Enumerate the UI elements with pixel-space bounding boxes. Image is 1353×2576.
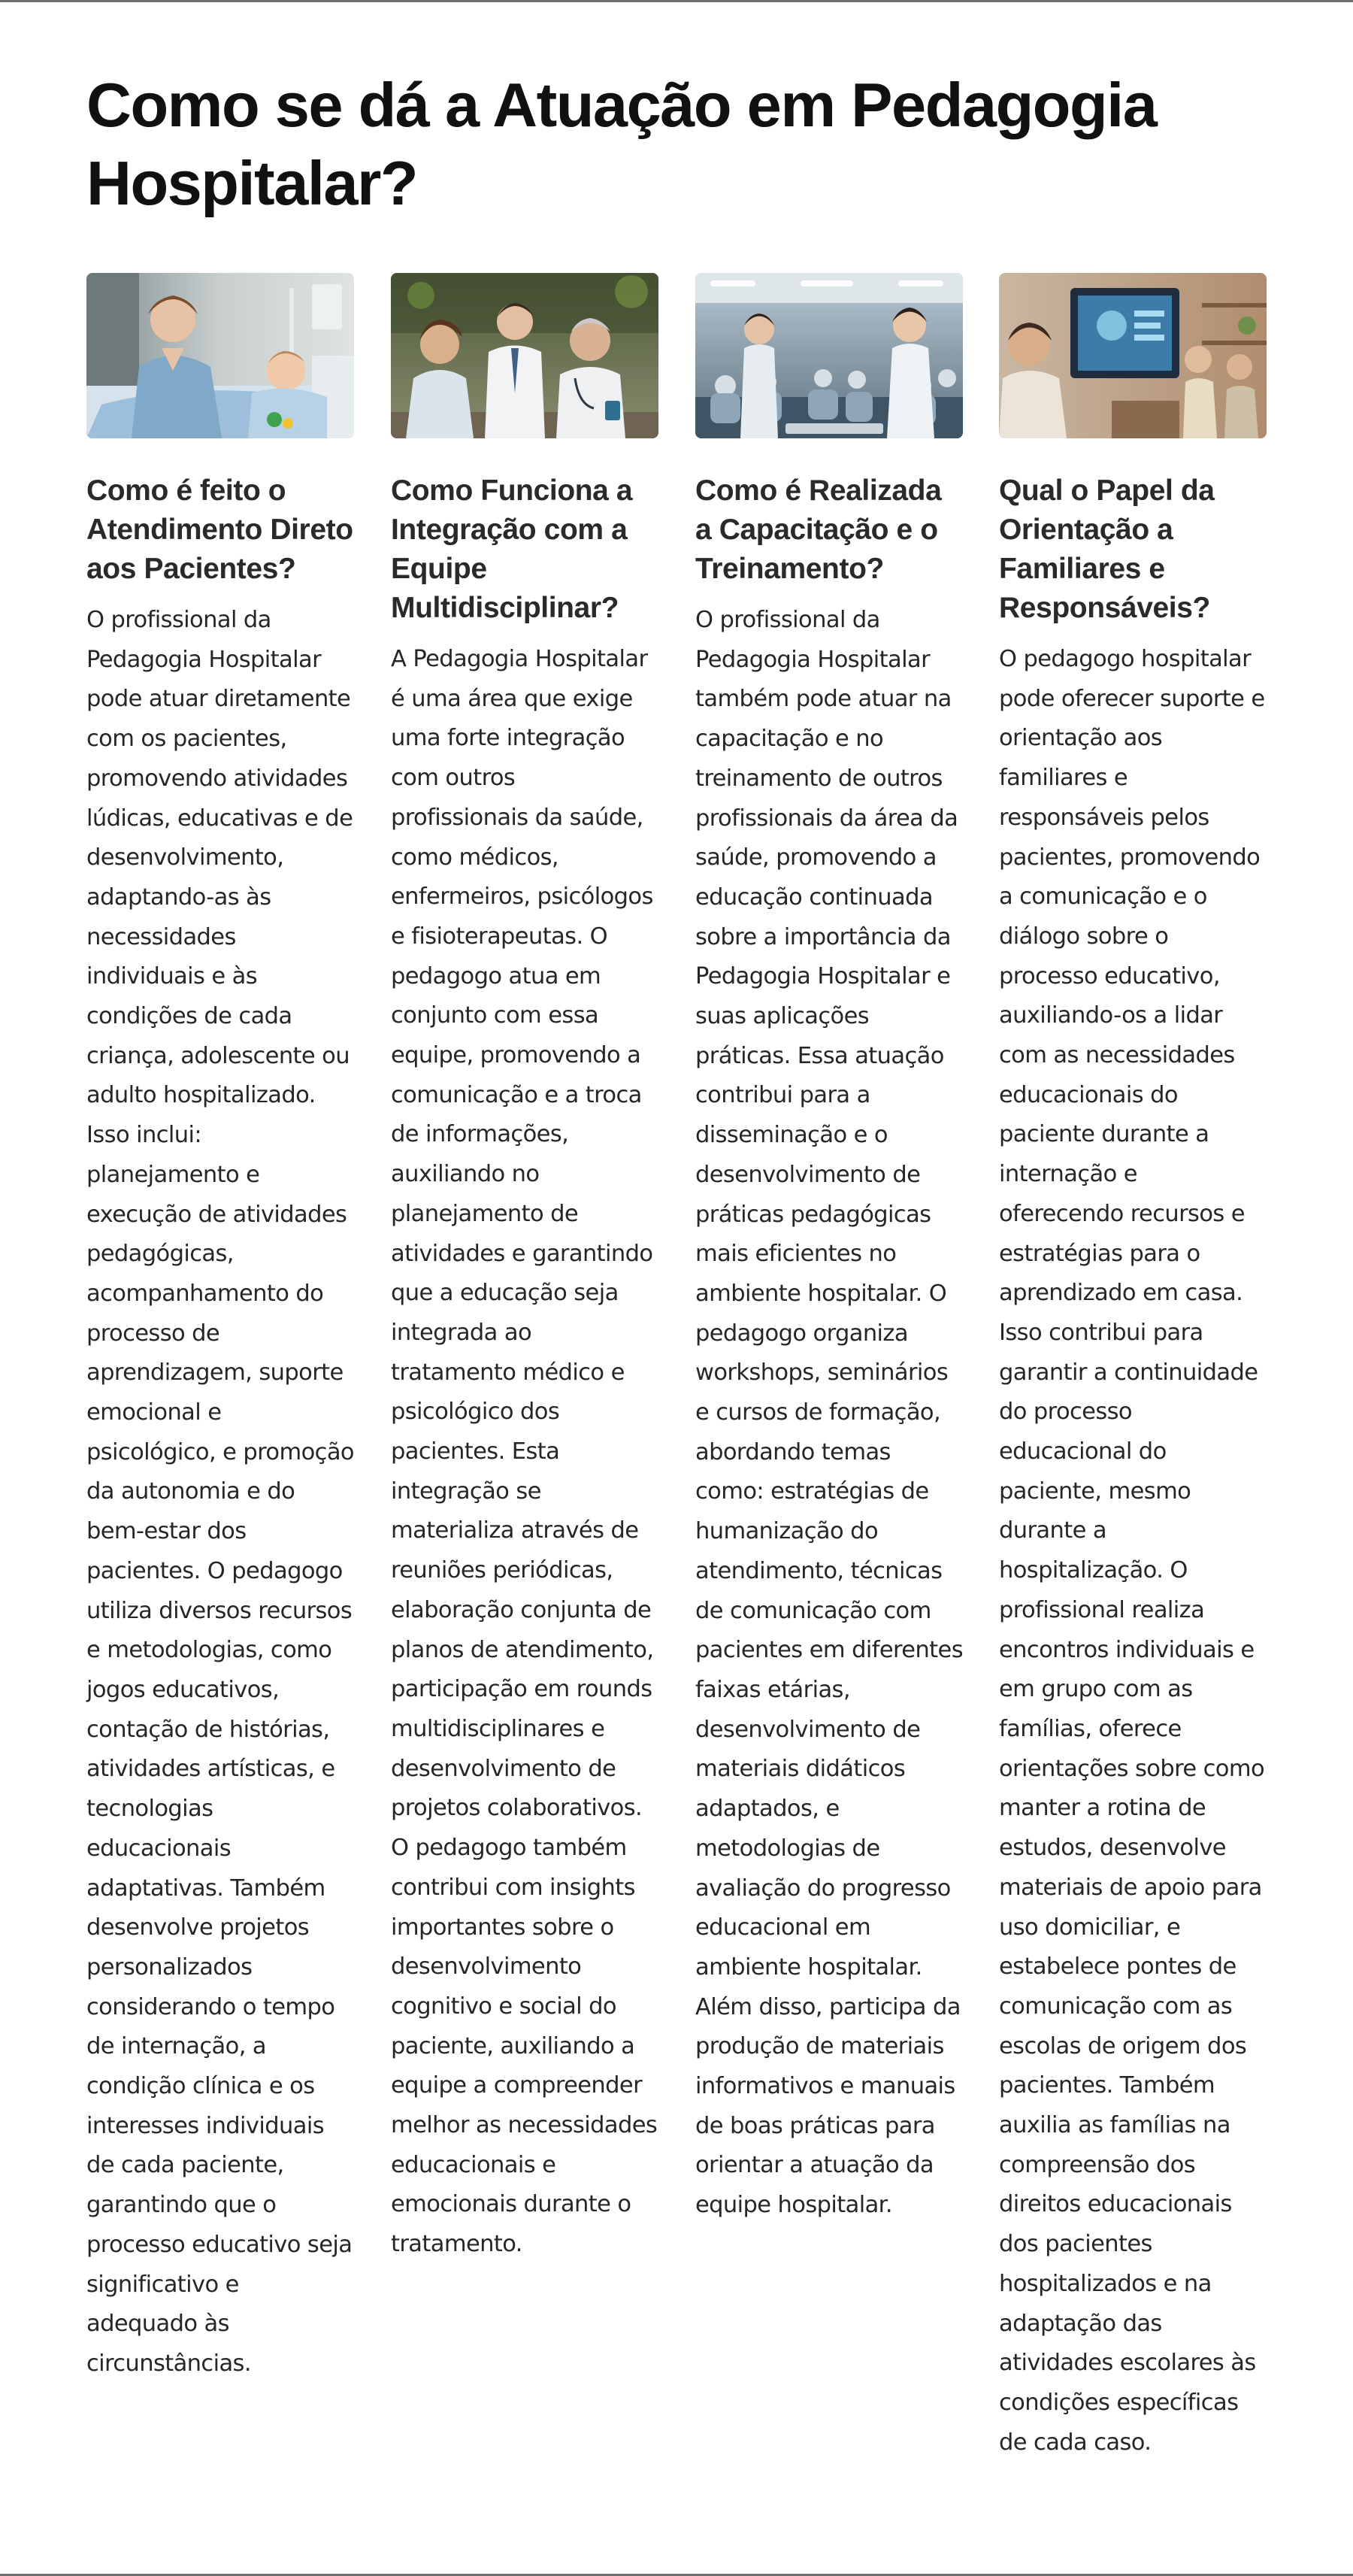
card-image-training-session	[695, 273, 963, 438]
page-title: Como se dá a Atuação em Pedagogia Hospitalar?	[86, 70, 1157, 218]
card-title: Qual o Papel da Orientação a Familiares e Responsáveis?	[999, 474, 1215, 624]
card-image-family-meeting	[999, 273, 1267, 438]
card-title: Como é feito o Atendimento Direto aos Pacientes?	[86, 474, 353, 585]
card-image-nurse-with-child	[86, 273, 354, 438]
card-title: Como é Realizada a Capacitação e o Treinamento?	[695, 474, 942, 585]
card-body: O profissional da Pedagogia Hospitalar também pode atuar na capacitação e no treinamento de outros profissionais da área da saúde, promovendo a educação continuada sobre a importância da Pedagogia Hospitalar e suas aplicações práticas. Essa atuação contribui para a disseminação e o desenvolvimento de práticas pedagógicas mais eficientes no ambiente hospitalar. O pedagogo organiza workshops, seminários e cursos de formação, abordando temas como: estratégias de humanização do atendimento, técnicas de comunicação com pacientes em diferentes faixas etárias, desenvolvimento de materiais didáticos adaptados, e metodologias de avaliação do progresso educacional em ambiente hospitalar. Além disso, participa da produção de materiais informativos e manuais de boas práticas para orientar a atuação da equipe hospitalar.	[695, 607, 963, 2219]
card-training	[695, 273, 963, 2226]
card-family-guidance	[999, 273, 1267, 2462]
top-divider	[0, 0, 1353, 2]
card-body: A Pedagogia Hospitalar é uma área que exige uma forte integração com outros profissionais da saúde, como médicos, enfermeiros, psicólogos e fisioterapeutas. O pedagogo atua em conjunto com essa equipe, promovendo a comunicação e a troca de informações, auxiliando no planejamento de atividades e garantindo que a educação seja integrada ao tratamento médico e psicológico dos pacientes. Esta integração se materializa através de reuniões periódicas, elaboração conjunta de planos de atendimento, participação em rounds multidisciplinares e desenvolvimento de projetos colaborativos. O pedagogo também contribui com insights importantes sobre o desenvolvimento cognitivo e social do paciente, auxiliando a equipe a compreender melhor as necessidades educacionais e emocionais durante o tratamento.	[391, 646, 658, 2258]
card-direct-care	[86, 273, 354, 2384]
card-title: Como Funciona a Integração com a Equipe Multidisciplinar?	[391, 474, 633, 624]
card-body: O profissional da Pedagogia Hospitalar pode atuar diretamente com os pacientes, promovendo atividades lúdicas, educativas e de desenvolvimento, adaptando-as às necessidades individuais e às condições de cada criança, adolescente ou adulto hospitalizado. Isso inclui: planejamento e execução de atividades pedagógicas, acompanhamento do processo de aprendizagem, suporte emocional e psicológico, e promoção da autonomia e do bem-estar dos pacientes. O pedagogo utiliza diversos recursos e metodologias, como jogos educativos, contação de histórias, atividades artísticas, e tecnologias educacionais adaptativas. Também desenvolve projetos personalizados considerando o tempo de internação, a condição clínica e os interesses individuais de cada paciente, garantindo que o processo educativo seja significativo e adequado às circunstâncias.	[86, 607, 354, 2377]
card-body: O pedagogo hospitalar pode oferecer suporte e orientação aos familiares e responsáveis pelos pacientes, promovendo a comunicação e o diálogo sobre o processo educativo, auxiliando-os a lidar com as necessidades educacionais do paciente durante a internação e oferecendo recursos e estratégias para o aprendizado em casa. Isso contribui para garantir a continuidade do processo educacional do paciente, mesmo durante a hospitalização. O profissional realiza encontros individuais e em grupo com as famílias, oferece orientações sobre como manter a rotina de estudos, desenvolve materiais de apoio para uso domiciliar, e estabelece pontes de comunicação com as escolas de origem dos pacientes. Também auxilia as famílias na compreensão dos direitos educacionais dos pacientes hospitalizados e na adaptação das atividades escolares às condições específicas de cada caso.	[999, 646, 1265, 2456]
card-team-integration	[391, 273, 658, 2265]
card-image-medical-team	[391, 273, 658, 438]
